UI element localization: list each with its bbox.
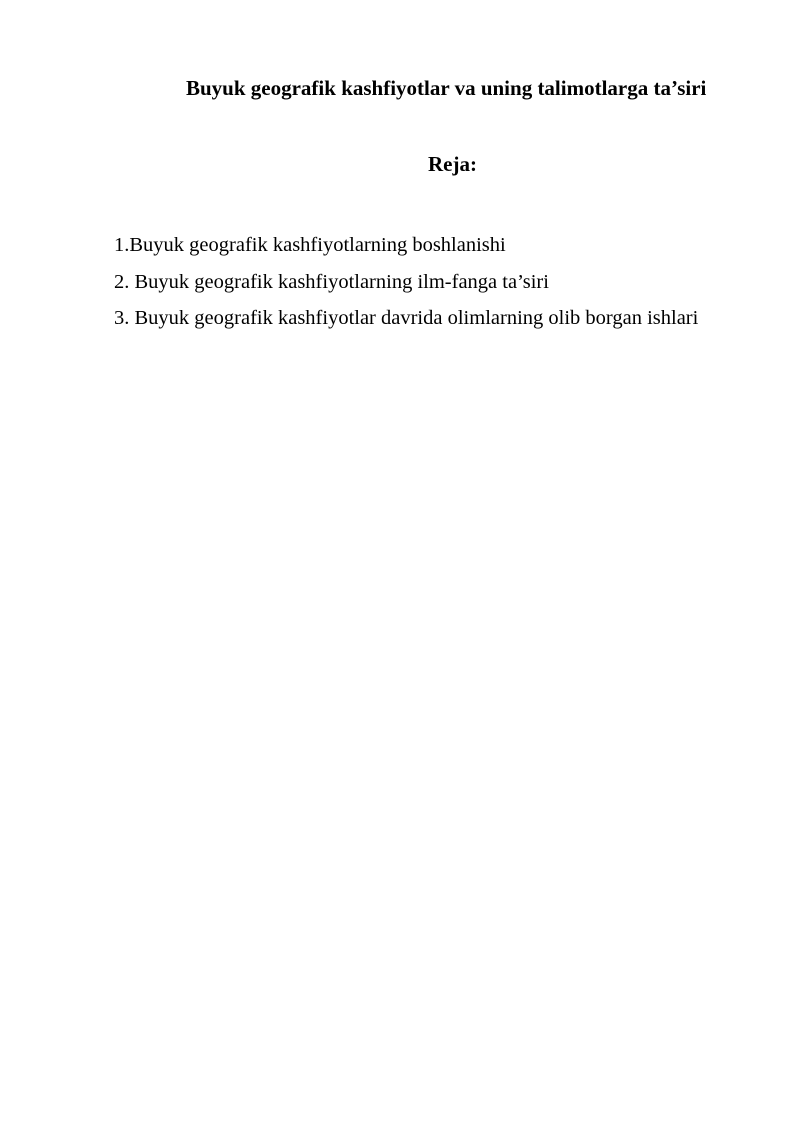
plan-heading: Reja: xyxy=(428,152,477,176)
document-title: Buyuk geografik kashfiyotlar va uning talimotlarga ta’siri xyxy=(186,76,707,100)
plan-item-1: 1.Buyuk geografik kashfiyotlarning boshlanishi xyxy=(114,234,506,256)
plan-item-3: 3. Buyuk geografik kashfiyotlar davrida olimlarning olib borgan ishlari xyxy=(114,307,699,329)
plan-list xyxy=(114,227,698,337)
plan-item-2: 2. Buyuk geografik kashfiyotlarning ilm-fanga ta’siri xyxy=(114,270,549,293)
